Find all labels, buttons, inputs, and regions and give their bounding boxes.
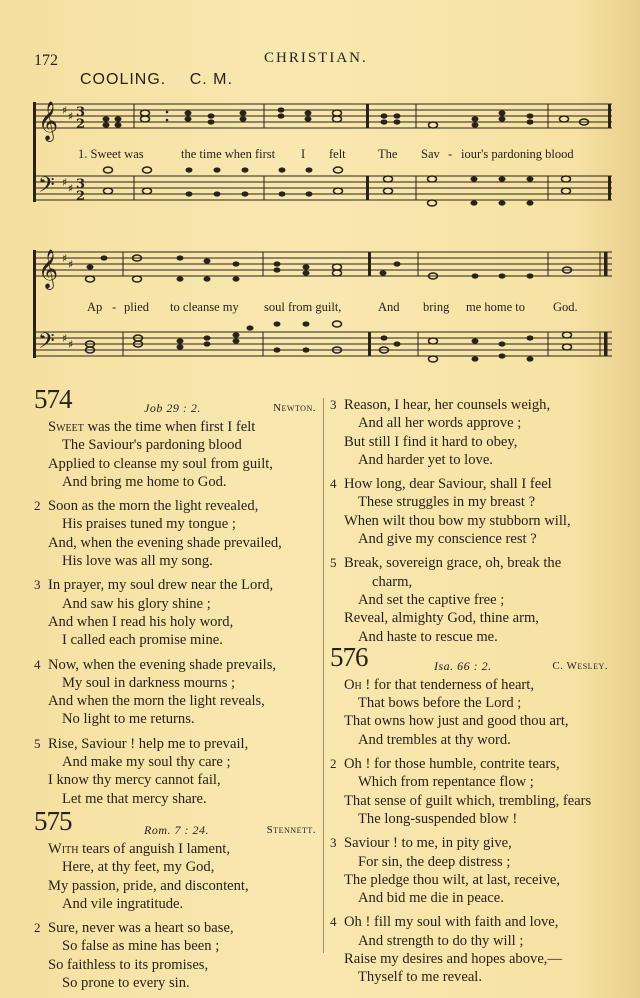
svg-text:♯: ♯: [62, 176, 68, 189]
tune-name: COOLING.: [80, 71, 167, 88]
stanza-number: 2: [330, 756, 337, 772]
stanza: [34, 840, 320, 913]
first-word: Oh: [344, 676, 362, 693]
verse-line: So faithless to its promises,: [48, 956, 209, 973]
tune-title: [80, 71, 251, 89]
svg-text:𝄢: 𝄢: [38, 329, 55, 359]
lyric: iour's pardoning blood: [461, 147, 574, 161]
verse-line: Which from repentance flow ;: [358, 774, 534, 791]
stanza: [34, 576, 320, 649]
stanza-number: 5: [330, 555, 337, 571]
svg-text:2: 2: [76, 189, 86, 204]
lyric: felt: [329, 147, 346, 161]
lyric: -: [112, 300, 117, 314]
verse-line: Break, sovereign grace, oh, break the: [344, 555, 562, 572]
stanza-number: 4: [34, 656, 41, 672]
verse-line: And haste to rescue me.: [358, 628, 498, 645]
stanza-number: 3: [330, 835, 337, 851]
hymn-header-576: [330, 641, 620, 676]
lyric: I: [301, 147, 306, 161]
hymn-number: 576: [330, 641, 368, 672]
verse-line: How long, dear Saviour, shall I feel: [344, 476, 552, 493]
stanza: [34, 497, 320, 570]
verse-line: I called each promise mine.: [62, 632, 223, 649]
stanza-number: 2: [34, 920, 41, 936]
verse-line: And harder yet to love.: [358, 451, 493, 468]
lyric: me home to: [466, 300, 526, 314]
stanza: [34, 418, 320, 491]
verse-line: That sense of guilt which, trembling, fears: [344, 792, 592, 809]
svg-text:♯: ♯: [68, 258, 74, 271]
lyric: Sav: [421, 147, 440, 161]
verse-line: These struggles in my breast ?: [358, 494, 536, 511]
verse-line: charm,: [372, 573, 413, 590]
lyric: The: [378, 147, 398, 161]
stanza: [330, 676, 620, 749]
svg-text:♯: ♯: [68, 182, 74, 195]
verse-line: Sure, never was a heart so base,: [48, 920, 234, 937]
stanza: [34, 919, 320, 992]
verse-line: His love was all my song.: [62, 553, 213, 570]
stanza-number: 3: [330, 397, 337, 412]
verse-line: And bring me home to God.: [62, 473, 227, 490]
verse-line: His praises tuned my tongue ;: [62, 516, 236, 533]
verse-line: Saviour ! to me, in pity give,: [344, 835, 512, 852]
verse-line: And make my soul thy care ;: [62, 754, 231, 771]
lyric: the time when first: [181, 147, 276, 161]
stanza: [330, 475, 620, 548]
verse-line: Oh ! fill my soul with faith and love,: [344, 914, 559, 931]
stanza: [330, 554, 620, 645]
verse-line: My soul in darkness mourns ;: [62, 674, 236, 691]
verse-line: And saw his glory shine ;: [62, 595, 211, 612]
svg-text:♯: ♯: [68, 338, 74, 351]
verse-line: No light to me returns.: [62, 711, 195, 728]
verse-line: So false as mine has been ;: [62, 938, 220, 955]
scripture-reference: Isa. 66 : 2.: [434, 658, 492, 673]
verse-line: The long-suspended blow !: [358, 810, 518, 827]
svg-text:3: 3: [76, 105, 86, 120]
running-head: CHRISTIAN.: [264, 50, 368, 66]
lyric: Ap: [87, 300, 103, 314]
verse-line: Oh ! for those humble, contrite tears,: [344, 756, 560, 773]
svg-text:𝄢: 𝄢: [38, 173, 55, 203]
verse-line: Reason, I hear, her counsels weigh,: [344, 397, 551, 413]
stanza: [34, 656, 320, 729]
verse-line: And when I read his holy word,: [48, 613, 234, 630]
verse-line: But still I find it hard to obey,: [344, 433, 518, 450]
hymn-author: Newton.: [273, 402, 316, 414]
stanza: [330, 834, 620, 907]
verse-line: For sin, the deep distress ;: [358, 853, 511, 870]
stanza-number: 2: [34, 498, 41, 514]
lyric: 1. Sweet was: [78, 147, 144, 161]
svg-text:♯: ♯: [62, 332, 68, 345]
lyric: And: [378, 300, 400, 314]
verse-line: And bid me die in peace.: [358, 890, 504, 907]
verse-line: And strength to do thy will ;: [358, 932, 524, 949]
stanza-number: 4: [330, 914, 337, 930]
hymn-header-574: [34, 384, 320, 418]
verse-line: That bows before the Lord ;: [358, 695, 522, 712]
verse-line: I know thy mercy cannot fail,: [48, 772, 221, 789]
svg-text:𝄞: 𝄞: [38, 101, 59, 141]
verse-line: And when the morn the light reveals,: [48, 693, 265, 710]
verse-line: ! for that tenderness of heart,: [361, 676, 534, 693]
first-word: Sweet: [48, 419, 84, 435]
stanza: [330, 755, 620, 828]
verse-line: was the time when first I felt: [83, 419, 256, 435]
verse-line: My passion, pride, and discontent,: [48, 877, 249, 894]
stanza-number: 4: [330, 476, 337, 492]
verse-line: And give my conscience rest ?: [358, 531, 537, 548]
hymn-header-575: [34, 805, 320, 840]
lyrics-system-1: [0, 147, 640, 163]
stanza: [330, 913, 620, 986]
verse-line: tears of anguish I lament,: [78, 840, 231, 857]
verse-line: When wilt thou bow my stubborn will,: [344, 512, 571, 529]
page-number: 172: [34, 52, 58, 69]
lyric: bring: [423, 300, 450, 314]
hymn-author: C. Wesley.: [552, 659, 608, 672]
lyric: -: [448, 147, 453, 161]
lyric: soul from guilt,: [264, 300, 342, 314]
hymn-number: 574: [34, 384, 72, 414]
verse-line: Reveal, almighty God, thine arm,: [344, 610, 539, 627]
verse-line: Raise my desires and hopes above,—: [344, 951, 563, 968]
verse-line: Here, at thy feet, my God,: [62, 859, 215, 876]
verse-line: Thyself to me reveal.: [358, 969, 482, 986]
verse-line: And set the captive free ;: [358, 591, 505, 608]
verse-line: Soon as the morn the light revealed,: [48, 498, 259, 515]
stanza: [330, 396, 620, 469]
svg-text:2: 2: [76, 117, 86, 132]
verse-line: In prayer, my soul drew near the Lord,: [48, 577, 274, 594]
verse-line: That owns how just and good thou art,: [344, 713, 569, 730]
verse-line: The pledge thou wilt, at last, receive,: [344, 871, 560, 888]
tune-meter: C. M.: [189, 71, 233, 88]
verse-line: Let me that mercy share.: [62, 790, 207, 807]
svg-text:𝄞: 𝄞: [38, 249, 59, 289]
column-divider: [323, 398, 324, 953]
stanza: [34, 735, 320, 808]
verse-line: Applied to cleanse my soul from guilt,: [48, 455, 273, 472]
stanza-number: 5: [34, 735, 41, 751]
stanza-number: 3: [34, 577, 41, 593]
lyric: God.: [553, 300, 578, 314]
svg-text:♯: ♯: [62, 104, 68, 117]
verse-line: Rise, Saviour ! help me to prevail,: [48, 735, 249, 752]
svg-text:♯: ♯: [62, 252, 68, 265]
scripture-reference: Rom. 7 : 24.: [144, 822, 209, 837]
verse-line: And, when the evening shade prevailed,: [48, 534, 282, 551]
verse-line: And trembles at thy word.: [358, 731, 511, 748]
lyric: plied: [124, 300, 149, 314]
left-column: [34, 384, 320, 998]
verse-line: And all her words approve ;: [358, 415, 522, 432]
lyric: to cleanse my: [170, 300, 239, 314]
svg-text:3: 3: [76, 177, 86, 192]
first-word: With: [48, 840, 79, 857]
hymn-author: Stennett.: [266, 823, 316, 836]
verse-line: So prone to every sin.: [62, 975, 190, 992]
svg-text:♯: ♯: [68, 110, 74, 123]
hymn-number: 575: [34, 805, 72, 836]
right-column: [330, 396, 620, 993]
verse-line: Now, when the evening shade prevails,: [48, 656, 277, 673]
lyrics-system-2: [0, 300, 640, 316]
verse-line: And vile ingratitude.: [62, 895, 184, 912]
verse-line: The Saviour's pardoning blood: [62, 437, 242, 454]
scripture-reference: Job 29 : 2.: [144, 401, 201, 415]
